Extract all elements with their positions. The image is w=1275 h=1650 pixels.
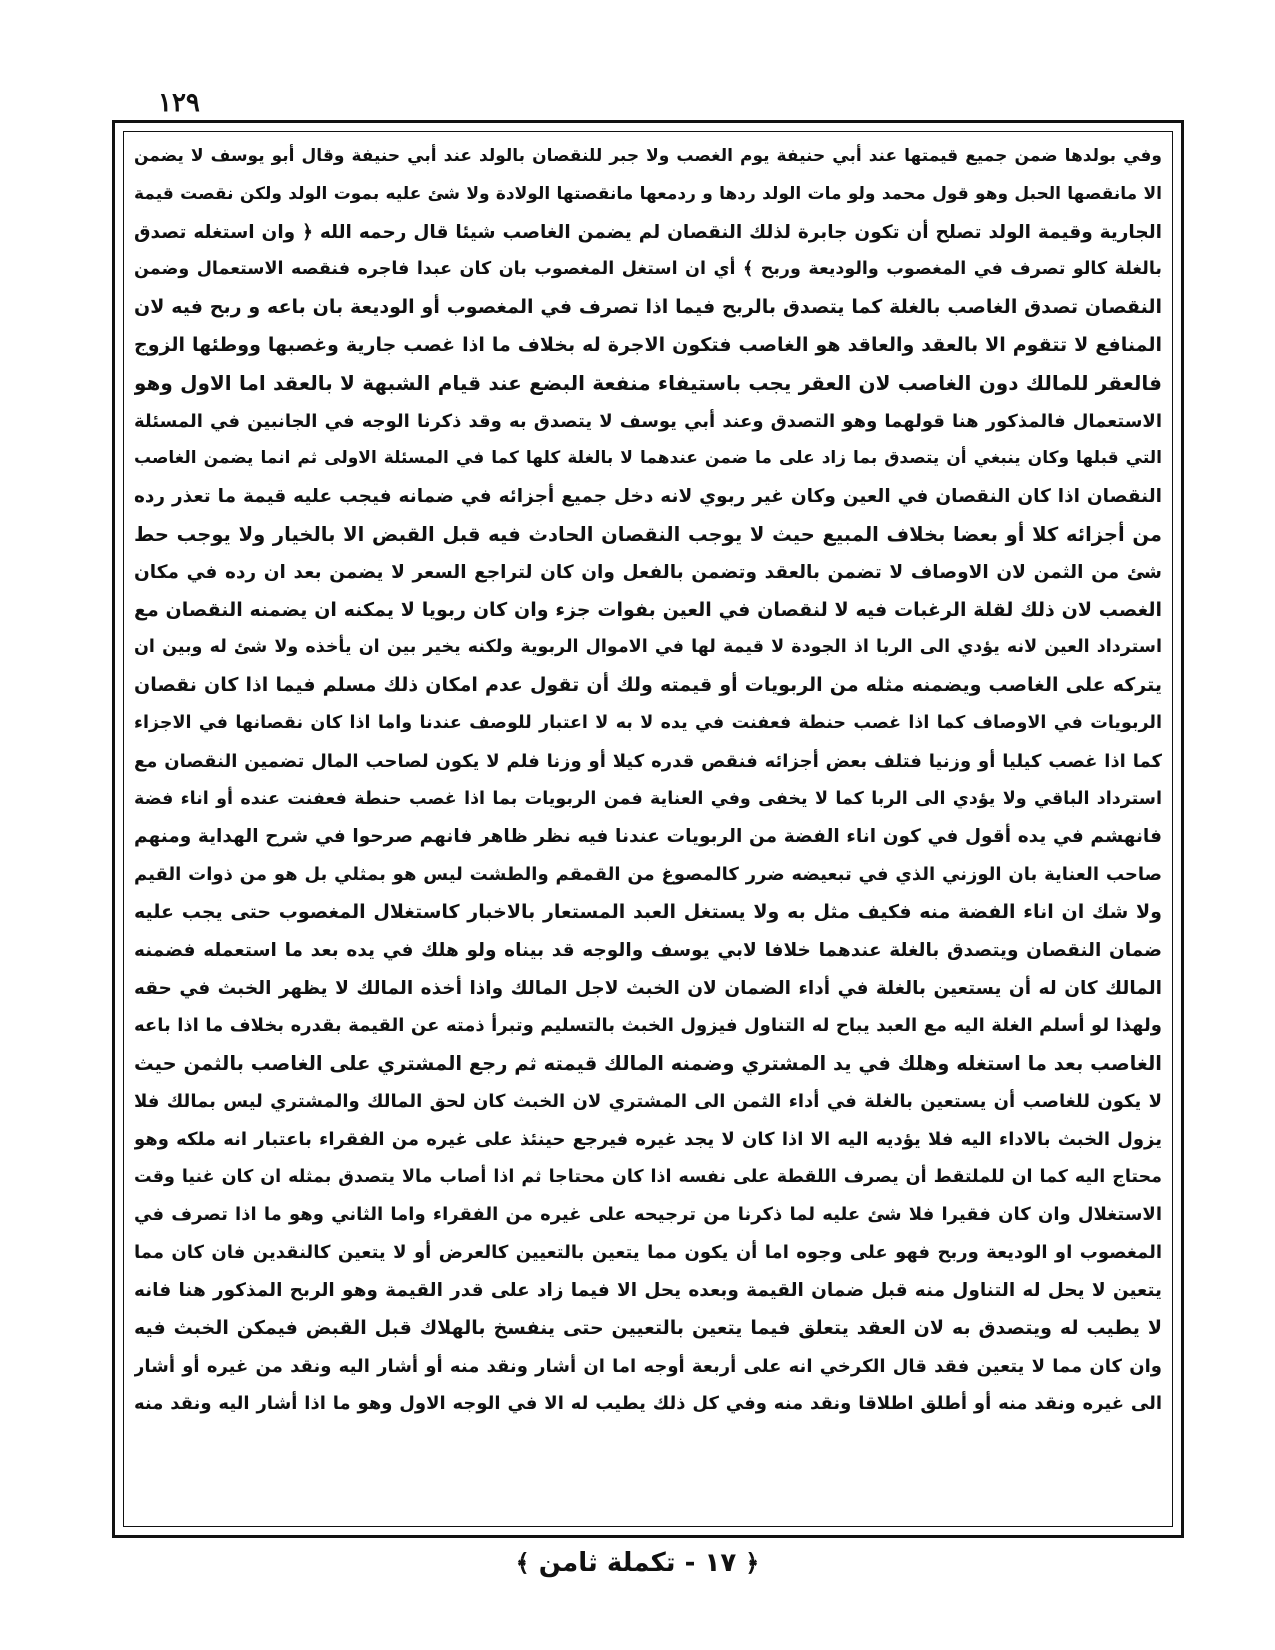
text-line: ضمان النقصان ويتصدق بالغلة عندهما خلافا لابي يوسف والوجه قد بيناه ولو هلك في يده بعد ما استعمله فضمنه	[134, 939, 1162, 961]
text-line: الاستعمال فالمذكور هنا قولهما وهو التصدق وعند أبي يوسف لا يتصدق به وقد ذكرنا الوجه في الجانبين في المسئلة	[134, 410, 1162, 432]
text-line: الا مانقصها الحبل وهو قول محمد ولو مات الولد ردها و ردمعها مانقصتها الولادة ولا شئ عليه بموت الولد ولكن نقصت قيمة	[134, 183, 1162, 204]
text-line: لا يكون للغاصب أن يستعين بالغلة في أداء الثمن الى المشتري لان الخبث كان لحق المالك والمشتري ليس بمالك فلا	[134, 1090, 1162, 1112]
text-line: استرداد الباقي ولا يؤدي الى الربا كما لا يخفى وفي العناية فمن الربويات بما اذا غصب حنطة فعفنت عنده أو اناء فضة	[134, 788, 1162, 809]
text-line: فالعقر للمالك دون الغاصب لان العقر يجب باستيفاء منفعة البضع عند قيام الشبهة لا بالعقد اما الاول وهو	[134, 370, 1162, 395]
text-line: يتعين لا يحل له التناول منه قبل ضمان القيمة وبعده يحل الا فيما زاد على قدر القيمة وهو الربح المذكور هنا فانه	[134, 1279, 1162, 1301]
text-line: وان كان مما لا يتعين فقد قال الكرخي انه على أربعة أوجه اما ان أشار ونقد منه أو أشار اليه ونقد من غيره أو أشار	[134, 1355, 1162, 1377]
text-line: النقصان اذا كان النقصان في العين وكان غير ربوي لانه دخل جميع أجزائه في ضمانه فيجب عليه قيمة ما تعذر رده	[134, 486, 1162, 508]
text-line: محتاج اليه كما ان للملتقط أن يصرف اللقطة على نفسه اذا كان محتاجا ثم اذا أصاب مالا يتصدق بمثله ان كان غنيا وقت	[134, 1166, 1162, 1187]
text-line: الغصب لان ذلك لقلة الرغبات فيه لا لنقصان في العين بفوات جزء وان كان ربويا لا يمكنه ان يضمنه النقصان مع	[134, 598, 1162, 621]
text-line: ولا شك ان اناء الفضة منه فكيف مثل به ولا يستغل العبد المستعار بالاخبار كاستغلال المغصوب حتى يجب عليه	[134, 900, 1162, 923]
footer-dash: -	[684, 1548, 696, 1578]
page-frame	[112, 120, 1184, 1538]
footer-open-bracket: ﴿	[745, 1549, 760, 1577]
footer-volume-number: ١٧	[704, 1548, 737, 1578]
text-frame	[123, 131, 1173, 1527]
text-line: المغصوب او الوديعة وربح فهو على وجوه اما أن يكون مما يتعين بالتعيين كالعرض أو لا يتعين كالنقدين فان كان مما	[134, 1242, 1162, 1264]
text-body	[134, 138, 1162, 1423]
footer-signature	[0, 1548, 1275, 1578]
text-line: استرداد العين لانه يؤدي الى الربا اذ الجودة لا قيمة لها في الاموال الربوية ولكنه يخير بين ان يأخذه ولا شئ له وبين ان	[134, 637, 1162, 658]
text-line: ولهذا لو أسلم الغلة اليه مع العبد يباح له التناول فيزول الخبث بالتسليم وتبرأ ذمته عن القيمة بقدره بخلاف ما اذا باعه	[134, 1015, 1162, 1037]
text-line: وفي بولدها ضمن جميع قيمتها عند أبي حنيفة يوم الغصب ولا جبر للنقصان بالولد عند أبي حنيفة وقال أبو يوسف لا يضمن	[134, 146, 1162, 166]
footer-title: تكملة ثامن	[538, 1548, 676, 1578]
text-line: صاحب العناية بان الوزني الذي في تبعيضه ضرر كالمصوغ من القمقم والطشت ليس هو بمثلي بل هو من ذوات القيم	[134, 864, 1162, 886]
page-number: ١٢٩	[158, 88, 200, 118]
footer-close-bracket: ﴾	[515, 1549, 530, 1577]
text-line: يزول الخبث بالاداء اليه فلا يؤديه اليه الا اذا كان لا يجد غيره فيرجع حينئذ على غيره من الفقراء باعتبار انه ملكه وهو	[134, 1128, 1162, 1150]
text-line: المالك كان له أن يستعين بالغلة في أداء الضمان لان الخبث لاجل المالك واذا أخذه المالك لا يظهر الخبث في حقه	[134, 977, 1162, 999]
text-line: بالغلة كالو تصرف في المغصوب والوديعة وربح ﴾ أي ان استغل المغصوب بان كان عبدا فاجره فنقصه الاستعمال وضمن	[134, 259, 1162, 280]
text-line: لا يطيب له ويتصدق به لان العقد يتعلق فيما يتعين بالتعيين حتى ينفسخ بالهلاك قبل القبض فيمكن الخبث فيه	[134, 1316, 1162, 1339]
text-line: من أجزائه كلا أو بعضا بخلاف المبيع حيث لا يوجب النقصان الحادث فيه قبل القبض الا بالخيار ولا يوجب حط	[134, 522, 1162, 546]
text-line: الجارية وقيمة الولد تصلح أن تكون جابرة لذلك النقصان لم يضمن الغاصب شيئا قال رحمه الله ﴿ وان استغله تصدق	[134, 221, 1162, 243]
text-line: يتركه على الغاصب ويضمنه مثله من الربويات أو قيمته ولك أن تقول عدم امكان ذلك مسلم فيما اذا كان نقصان	[134, 674, 1162, 697]
text-line: النقصان تصدق الغاصب بالغلة كما يتصدق بالربح فيما اذا تصرف في المغصوب أو الوديعة بان باعه و ربح فيه لان	[134, 296, 1162, 319]
text-line: الربويات في الاوصاف كما اذا غصب حنطة فعفنت في يده لا به لا اعتبار للوصف عندنا واما اذا كان نقصانها في الاجزاء	[134, 712, 1162, 733]
text-line: كما اذا غصب كيليا أو وزنيا فتلف بعض أجزائه فنقص قدره كيلا أو وزنا فلم لا يكون لصاحب المال تضمين النقصان مع	[134, 750, 1162, 772]
text-line: الى غيره ونقد منه أو أطلق اطلاقا ونقد منه وفي كل ذلك يطيب له الا في الوجه الاول وهو ما اذا أشار اليه ونقد منه	[134, 1393, 1162, 1415]
text-line: المنافع لا تتقوم الا بالعقد والعاقد هو الغاصب فتكون الاجرة له بخلاف ما اذا غصب جارية وغصبها ووطئها الزوج	[134, 333, 1162, 356]
text-line: الاستغلال وان كان فقيرا فلا شئ عليه لما ذكرنا من ترجيحه على غيره من الفقراء واما الثاني وهو ما اذا تصرف في	[134, 1204, 1162, 1226]
text-line: التي قبلها وكان ينبغي أن يتصدق بما زاد على ما ضمن عندهما لا بالغلة كلها كما في المسئلة الاولى ثم انما يضمن الغاصب	[134, 448, 1162, 469]
text-line: فانهشم في يده أقول في كون اناء الفضة من الربويات عندنا فيه نظر ظاهر فانهم صرحوا في شرح الهداية ومنهم	[134, 826, 1162, 848]
text-line: شئ من الثمن لان الاوصاف لا تضمن بالعقد وتضمن بالفعل وان كان لتراجع السعر لا يضمن بعد ان رده في مكان	[134, 561, 1162, 583]
text-line: الغاصب بعد ما استغله وهلك في يد المشتري وضمنه المالك قيمته ثم رجع المشتري على الغاصب بالثمن حيث	[134, 1052, 1162, 1076]
